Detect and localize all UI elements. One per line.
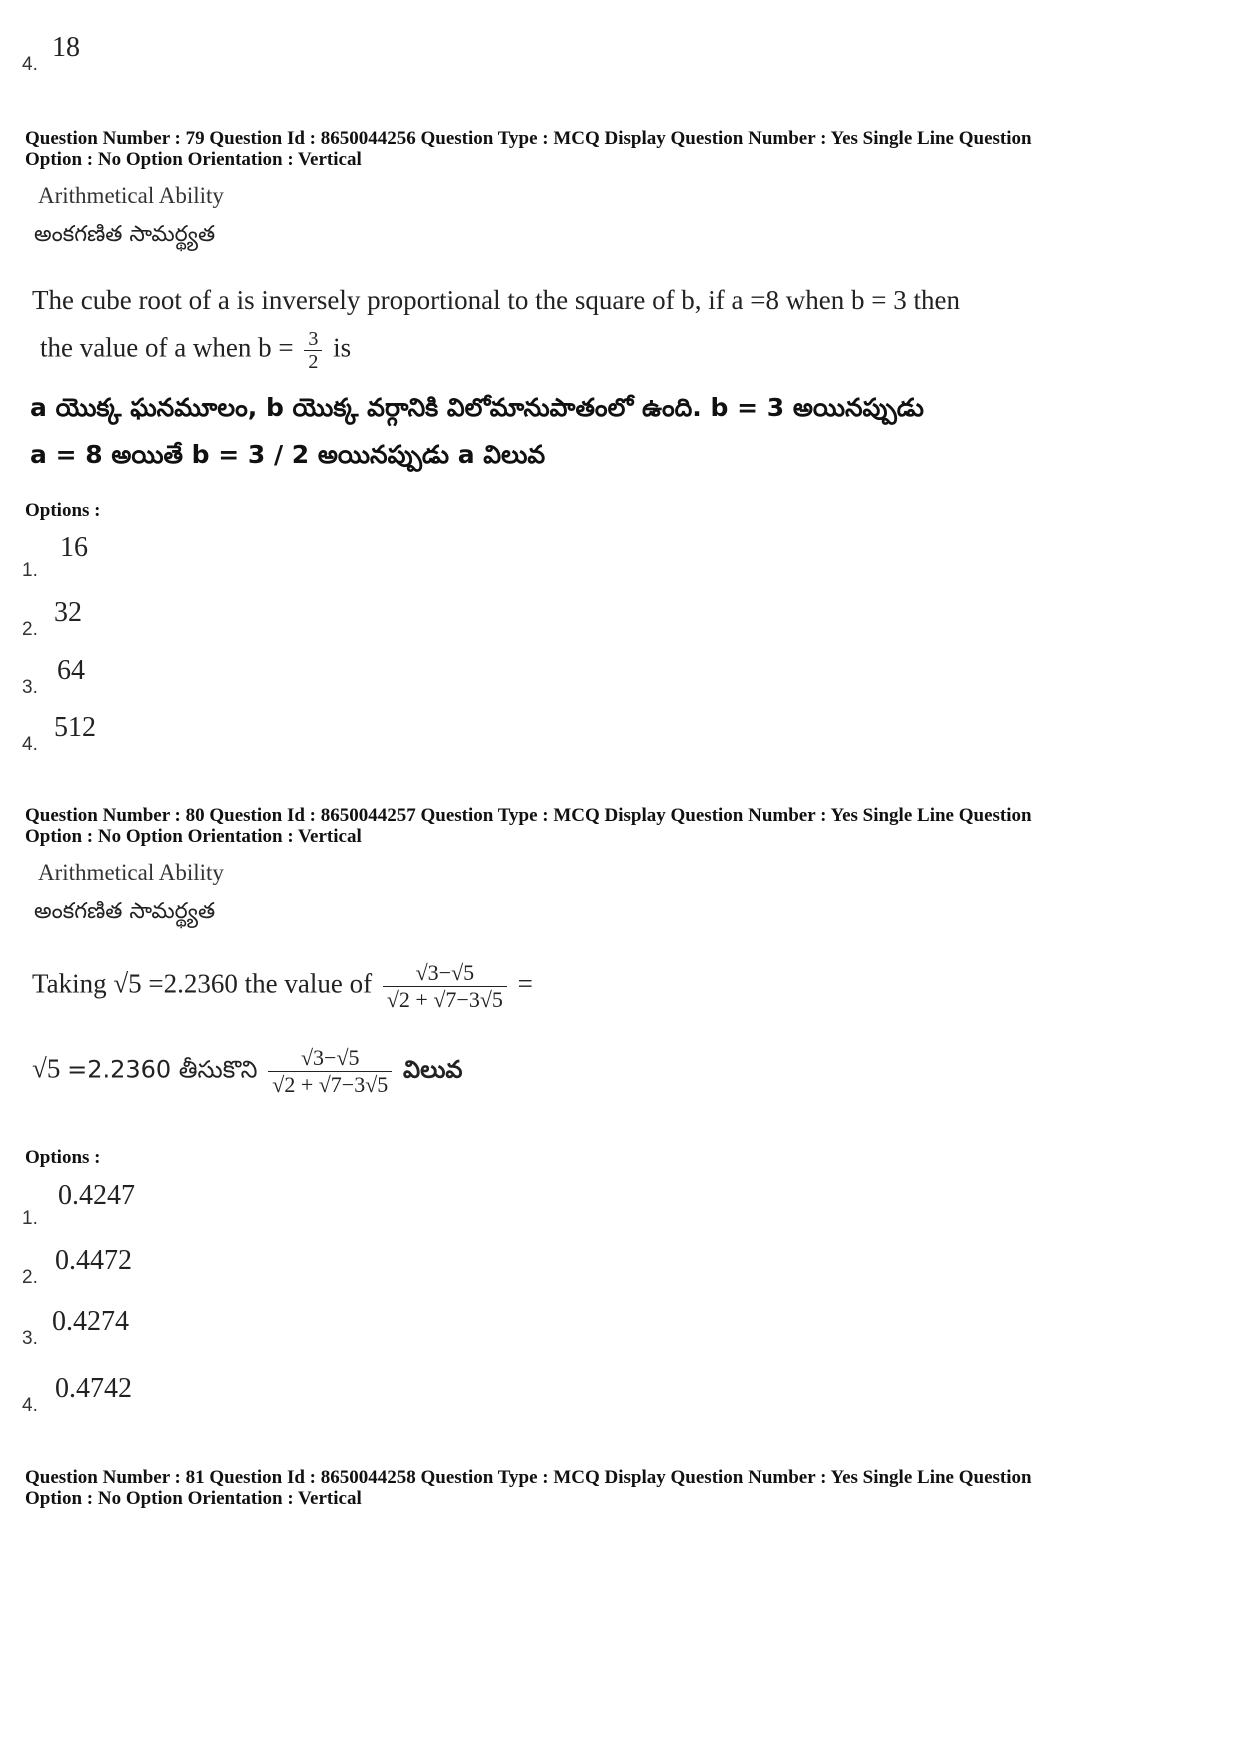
option-number: 4. (22, 734, 38, 755)
q79-telugu-line1: a యొక్క ఘనమూలం, b యొక్క వర్గానికి విలోమానుపాతంలో ఉంది. b = 3 అయినప్పుడు (30, 393, 924, 422)
q79-option-1[interactable] (22, 532, 222, 582)
option-value: 0.4472 (55, 1245, 132, 1276)
option-value: 32 (54, 597, 82, 628)
q79-meta-line1: Question Number : 79 Question Id : 8650044256 Question Type : MCQ Display Question Number : Yes Single Line Question (25, 128, 1032, 149)
q79-question-line2-pre: the value of a when b = (40, 332, 294, 363)
q80-options-label: Options : (25, 1147, 101, 1168)
q80-telugu-fraction (268, 1045, 392, 1098)
q81-meta (25, 1467, 1225, 1509)
option-number: 1. (22, 560, 38, 581)
q80-telugu-line (32, 1045, 463, 1098)
option-number: 2. (22, 1267, 38, 1288)
q80-question-line1 (32, 960, 533, 1013)
option-value: 0.4274 (52, 1306, 129, 1337)
q80-option-4[interactable] (22, 1373, 272, 1418)
q79-question-line2-post: is (333, 332, 352, 363)
q80-telugu-post: విలువ (403, 1055, 463, 1084)
q80-meta-line2: Option : No Option Orientation : Vertical (25, 826, 362, 847)
option-value: 16 (60, 532, 88, 563)
option-number: 2. (22, 619, 38, 640)
q80-option-3[interactable] (22, 1306, 272, 1351)
q80-meta-line1: Question Number : 80 Question Id : 8650044257 Question Type : MCQ Display Question Number : Yes Single Line Question (25, 805, 1032, 826)
q80-text-post: = (517, 968, 533, 999)
q80-telugu-mid: =2.2360 తీసుకొని (67, 1055, 258, 1084)
q79-option-3[interactable] (22, 655, 222, 700)
option-value: 18 (52, 32, 80, 63)
prev-option-4[interactable] (22, 32, 222, 77)
q79-options-label: Options : (25, 500, 101, 521)
q80-telugu-sqrt5: √5 (32, 1053, 61, 1084)
q80-telugu-fraction-den: √2 + √7−3√5 (272, 1072, 389, 1097)
q79-subject-te: అంకగణిత సామర్థ్యత (34, 222, 216, 247)
q79-meta-line2: Option : No Option Orientation : Vertical (25, 149, 362, 170)
q79-telugu-line2: a = 8 అయితే b = 3 / 2 అయినప్పుడు a విలువ (30, 440, 546, 469)
q79-subject-en: Arithmetical Ability (38, 183, 224, 208)
q79-question-line1: The cube root of a is inversely proportional to the square of b, if a =8 when b = 3 then (32, 285, 960, 315)
q80-telugu-fraction-num: √3−√5 (268, 1045, 392, 1072)
q79-fraction-den: 2 (308, 351, 319, 373)
option-number: 1. (22, 1208, 38, 1229)
q80-option-1[interactable] (22, 1180, 272, 1230)
q79-fraction-num: 3 (304, 328, 322, 351)
q80-sqrt5: √5 (113, 968, 142, 999)
option-value: 0.4247 (58, 1180, 135, 1211)
option-value: 512 (54, 712, 96, 743)
q79-option-2[interactable] (22, 597, 222, 642)
option-number: 3. (22, 677, 38, 698)
q80-subject-en: Arithmetical Ability (38, 860, 224, 885)
q80-text-pre: Taking (32, 968, 107, 999)
q81-meta-line2: Option : No Option Orientation : Vertical (25, 1488, 362, 1509)
option-number: 3. (22, 1328, 38, 1349)
option-value: 0.4742 (55, 1373, 132, 1404)
q81-meta-line1: Question Number : 81 Question Id : 8650044258 Question Type : MCQ Display Question Number : Yes Single Line Question (25, 1467, 1032, 1488)
q80-option-2[interactable] (22, 1245, 272, 1290)
option-number: 4. (22, 54, 38, 75)
q80-subject-te: అంకగణిత సామర్థ్యత (34, 899, 216, 924)
q80-text-mid: =2.2360 the value of (148, 968, 373, 999)
q80-meta (25, 805, 1225, 847)
q80-fraction-num: √3−√5 (383, 960, 507, 987)
q79-option-4[interactable] (22, 712, 222, 757)
option-value: 64 (57, 655, 85, 686)
option-number: 4. (22, 1395, 38, 1416)
q79-meta (25, 128, 1225, 170)
q80-fraction-den: √2 + √7−3√5 (386, 987, 503, 1012)
q79-fraction (304, 328, 322, 373)
q79-question-line2 (40, 328, 351, 373)
q80-fraction (383, 960, 507, 1013)
